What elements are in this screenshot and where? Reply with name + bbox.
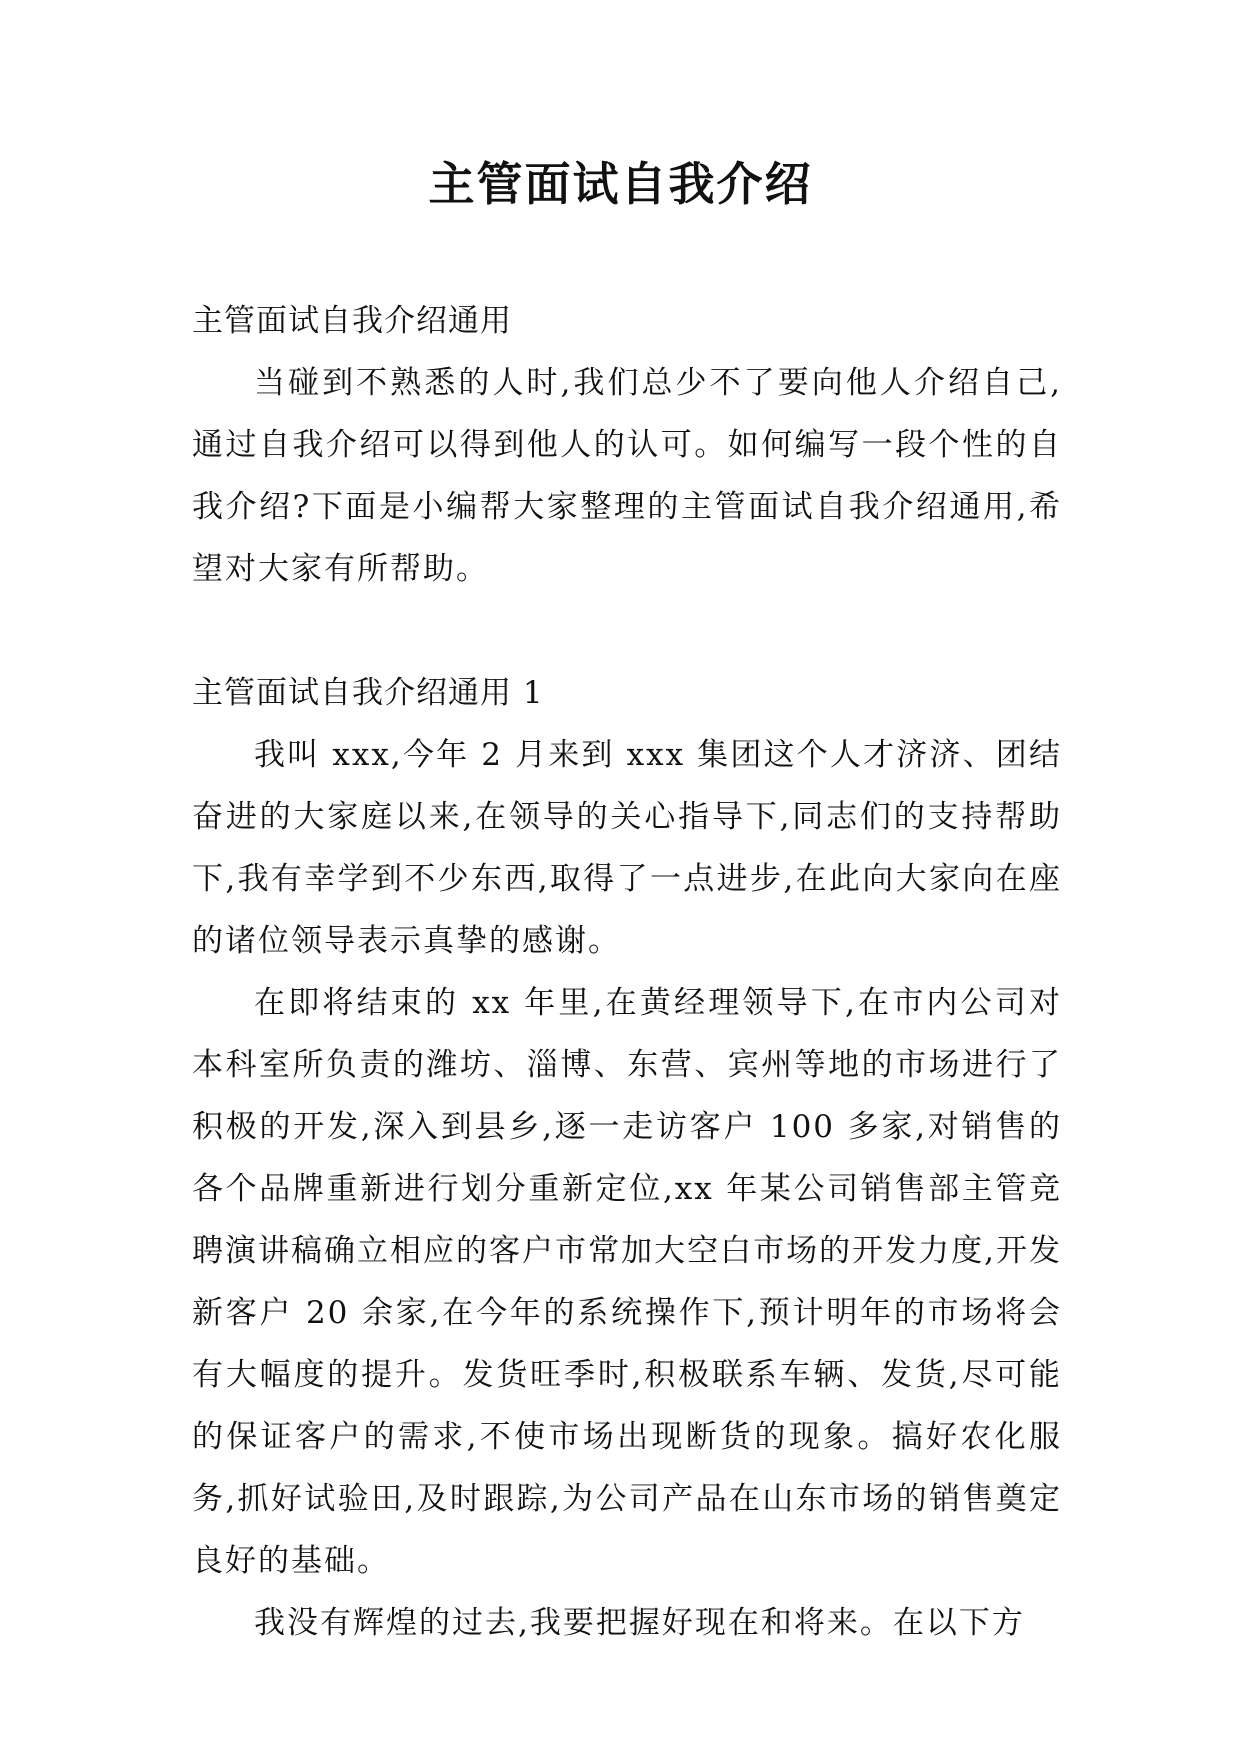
- intro-paragraph: 当碰到不熟悉的人时,我们总少不了要向他人介绍自己,通过自我介绍可以得到他人的认可。如何编写一段个性的自我介绍?下面是小编帮大家整理的主管面试自我介绍通用,希望对大家有所帮助。: [192, 365, 1062, 587]
- section-spacer: [192, 600, 1062, 662]
- document-title: 主管面试自我介绍: [428, 157, 813, 211]
- section1-paragraph-2: 在即将结束的 xx 年里,在黄经理领导下,在市内公司对本科室所负责的潍坊、淄博、东营、宾州等地的市场进行了积极的开发,深入到县乡,逐一走访客户 100 多家,对销售的各个品牌重新进行划分重新定位,xx 年某公司销售部主管竞聘演讲稿确立相应的客户市常加大空白市场的开发力度,开发新客户 20 余家,在今年的系统操作下,预计明年的市场将会有大幅度的提升。发货旺季时,积极联系车辆、发货,尽可能的保证客户的需求,不使市场出现断货的现象。搞好农化服务,抓好试验田,及时跟踪,为公司产品在山东市场的销售奠定良好的基础。: [192, 985, 1062, 1579]
- intro-heading: 主管面试自我介绍通用: [192, 303, 512, 339]
- document-body: [192, 290, 1062, 1654]
- section1-heading: 主管面试自我介绍通用 1: [192, 675, 544, 711]
- section1-paragraph-3: 我没有辉煌的过去,我要把握好现在和将来。在以下方: [254, 1605, 1025, 1641]
- section1-paragraph-1: 我叫 xxx,今年 2 月来到 xxx 集团这个人才济济、团结奋进的大家庭以来,在领导的关心指导下,同志们的支持帮助下,我有幸学到不少东西,取得了一点进步,在此向大家向在座的诸位领导表示真挚的感谢。: [192, 737, 1062, 959]
